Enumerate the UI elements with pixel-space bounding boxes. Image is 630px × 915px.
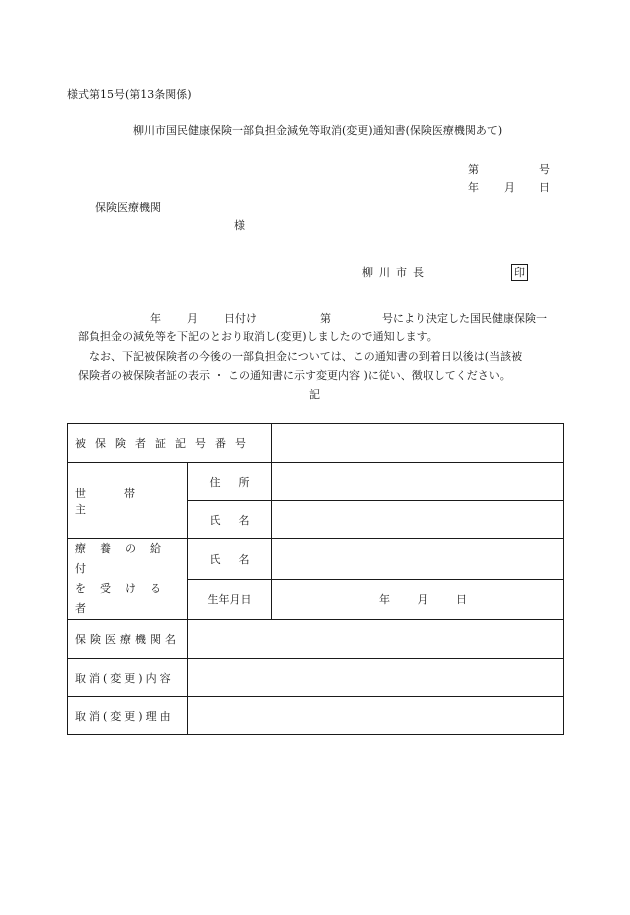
value-care-name[interactable] [272, 539, 564, 580]
value-householder-name[interactable] [272, 501, 564, 539]
label-institution-name [68, 620, 188, 659]
body-p1-dai: 第 [320, 312, 331, 325]
body-p2-line2: 保険者の被保険者証の表示 ・ この通知書に示す変更内容 )に従い、徴収してください。 [78, 369, 511, 382]
date-year: 年 [468, 181, 479, 194]
label-care-line2: を受ける者 [75, 582, 175, 615]
label-care-line1: 療養の給付 [75, 542, 175, 575]
value-insured-number[interactable] [272, 424, 564, 463]
row-householder-address [68, 463, 564, 501]
doc-number-go: 号 [539, 163, 550, 176]
document-title: 柳川市国民健康保険一部負担金減免等取消(変更)通知書(保険医療機関あて) [133, 124, 503, 137]
insured-number-text [75, 435, 265, 451]
body-p1-rest: 号により決定した国民健康保険一 [382, 312, 547, 325]
label-insured-number-text: 被保険者証記号番号 [75, 437, 255, 450]
label-cancel-content [68, 659, 188, 697]
value-address[interactable] [272, 463, 564, 501]
value-cancel-reason[interactable] [188, 697, 564, 735]
label-cancel-reason [68, 697, 188, 735]
label-cancel-content-text: 取消(変更)内容 [75, 671, 174, 685]
label-care-recipient [68, 539, 188, 620]
label-insured-number [68, 424, 272, 463]
seal-stamp: 印 [511, 264, 528, 281]
recipient-honorific: 様 [234, 219, 245, 232]
label-address [188, 463, 272, 501]
row-cancel-reason [68, 697, 564, 735]
body-p2-line1: なお、下記被保険者の今後の一部負担金については、この通知書の到着日以後は(当該被 [89, 350, 523, 363]
label-householder [68, 463, 188, 539]
row-cancel-content [68, 659, 564, 697]
notice-table [67, 423, 564, 735]
row-institution-name [68, 620, 564, 659]
label-householder-name-text: 氏名 [209, 513, 268, 527]
body-p1-month: 月 [187, 312, 198, 325]
value-institution-name[interactable] [188, 620, 564, 659]
label-care-name-text: 氏名 [209, 552, 268, 566]
body-p1-year: 年 [150, 312, 161, 325]
row-insured-number [68, 424, 564, 463]
label-institution-name-text: 保険医療機関名 [75, 633, 180, 646]
value-cancel-content[interactable] [188, 659, 564, 697]
doc-number-dai: 第 [468, 163, 479, 176]
label-householder-text: 世帯主 [75, 486, 173, 516]
date-month: 月 [504, 181, 515, 194]
birth-month: 月 [417, 593, 429, 607]
ki-mark: 記 [309, 388, 320, 401]
birth-year: 年 [379, 593, 390, 607]
body-p1-dated: 日付け [224, 312, 257, 325]
value-birthdate[interactable] [272, 579, 564, 620]
label-care-name [188, 539, 272, 580]
birth-day: 日 [456, 593, 467, 607]
sender-title: 柳川市長 [362, 266, 430, 279]
label-birthdate [188, 579, 272, 620]
recipient-org: 保険医療機関 [95, 201, 161, 214]
form-number: 様式第15号(第13条関係) [67, 88, 192, 101]
label-address-text: 住所 [209, 475, 268, 489]
label-cancel-reason-text: 取消(変更)理由 [75, 709, 174, 723]
body-p1-line2: 部負担金の減免等を下記のとおり取消し(変更)しましたので通知します。 [78, 330, 438, 343]
label-birthdate-text: 生年月日 [207, 593, 252, 607]
label-householder-name [188, 501, 272, 539]
row-care-recipient-name [68, 539, 564, 580]
date-day: 日 [539, 181, 550, 194]
